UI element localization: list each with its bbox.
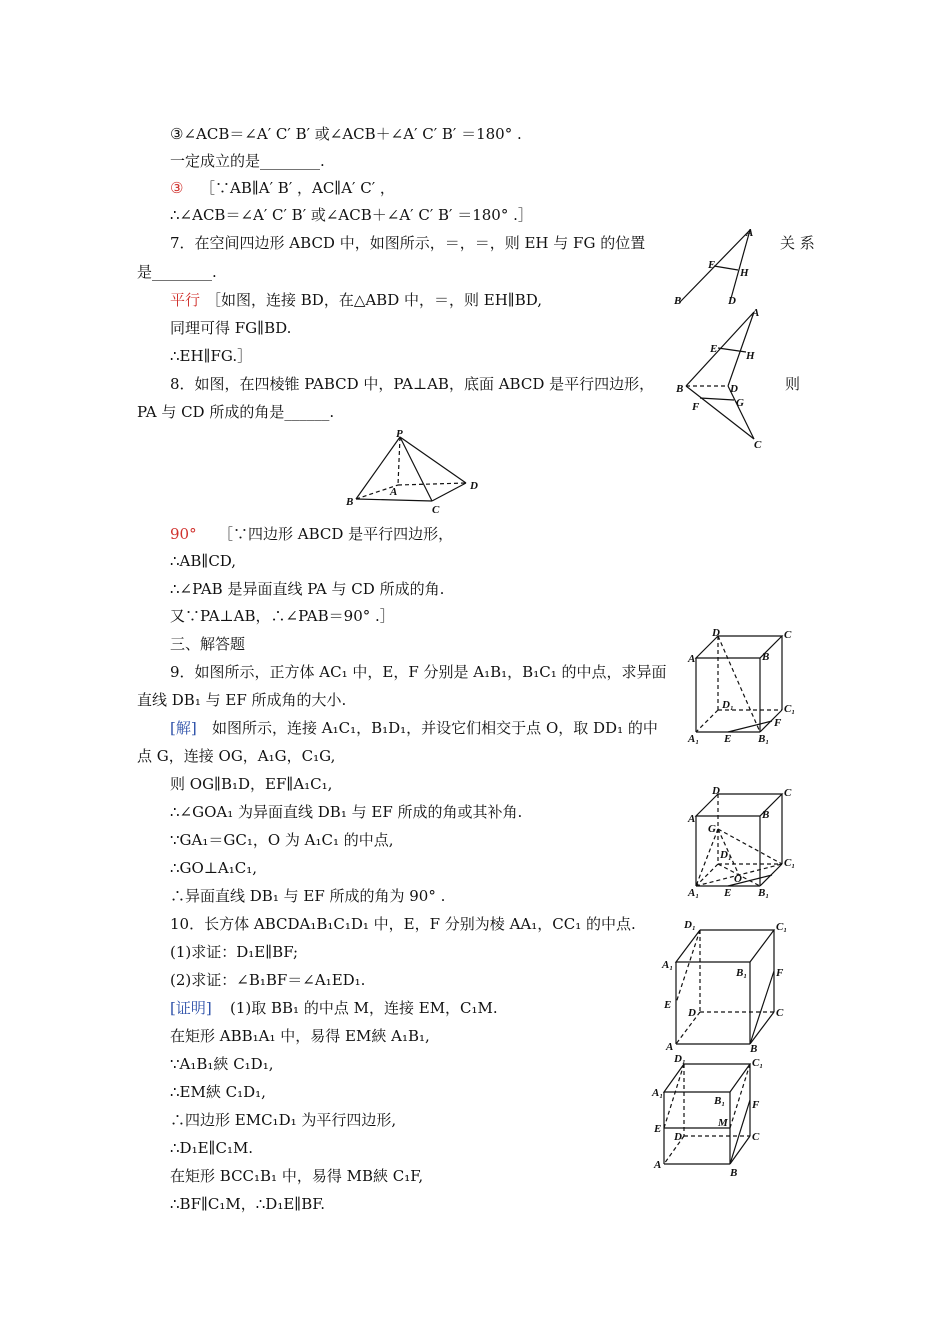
text-line: ［如图，连接 BD，在△ABD 中，＝，则 EH∥BD, [206, 291, 543, 309]
figure-8 [340, 425, 490, 515]
text-line: ③∠ACB＝∠A′ C′ B′ 或∠ACB＋∠A′ C′ B′ ＝180° . [170, 125, 522, 143]
label-d1: D₁ [720, 849, 732, 861]
label-d: D [730, 383, 738, 395]
text-line: ∴GO⊥A₁C₁, [170, 859, 258, 877]
label-c: C [754, 439, 762, 451]
text-line: (1)求证：D₁E∥BF; [170, 943, 299, 961]
answer-mark: 90° [170, 525, 197, 543]
label-a: A [390, 486, 398, 498]
label-a1: A₁ [662, 959, 674, 971]
label-m: M [718, 1117, 728, 1129]
label-a: A [666, 1041, 674, 1052]
section-heading: 三、解答题 [170, 635, 246, 653]
label-h: H [740, 267, 749, 279]
solution-tag: [解] [170, 719, 197, 737]
text-line: ∴∠ACB＝∠A′ C′ B′ 或∠ACB＋∠A′ C′ B′ ＝180° .］ [170, 206, 533, 224]
figure-10a [660, 912, 795, 1052]
label-f: F [692, 401, 700, 413]
text-line: ∴∠PAB 是异面直线 PA 与 CD 所成的角. [170, 580, 445, 598]
label-a: A [654, 1159, 662, 1171]
label-d1: D₁ [722, 699, 734, 711]
text-line: ∴D₁E∥C₁M. [170, 1139, 254, 1157]
text-line: 同理可得 FG∥BD. [170, 319, 292, 337]
label-a1: A₁ [688, 733, 700, 745]
label-f: F [752, 1099, 760, 1111]
text-line: ∴BF∥C₁M，∴D₁E∥BF. [170, 1195, 326, 1213]
text-line: ∴AB∥CD, [170, 552, 237, 570]
label-e: E [724, 733, 732, 745]
text-line: ∴四边形 EMC₁D₁ 为平行四边形, [170, 1111, 397, 1129]
label-e: E [654, 1123, 662, 1135]
label-d1: D₁ [684, 919, 696, 931]
label-a: A [688, 813, 696, 825]
label-b: B [762, 651, 770, 663]
label-a: A [746, 227, 754, 239]
label-b: B [674, 295, 682, 304]
text-line: 则 [785, 375, 801, 393]
text-line: PA 与 CD 所成的角是______. [137, 403, 335, 421]
text-line: (1)取 BB₁ 的中点 M，连接 EM，C₁M. [230, 999, 498, 1017]
label-c1: C₁ [784, 703, 796, 715]
answer-mark: ③ [170, 179, 184, 197]
label-d: D [712, 627, 720, 639]
label-c: C [776, 1007, 784, 1019]
text-line: 在矩形 ABB₁A₁ 中，易得 EM綊 A₁B₁, [170, 1027, 430, 1045]
label-e: E [724, 887, 732, 899]
label-p: P [396, 428, 403, 440]
label-e: E [710, 343, 718, 355]
label-a1: A₁ [688, 887, 700, 899]
label-b1: B₁ [736, 967, 748, 979]
text-line: 又∵PA⊥AB，∴∠PAB＝90° .］ [170, 607, 395, 625]
label-c: C [784, 629, 792, 641]
label-a1: A₁ [652, 1087, 664, 1099]
label-d: D [470, 480, 478, 492]
label-b1: B₁ [758, 887, 770, 899]
label-c: C [752, 1131, 760, 1143]
question-8: 8．如图，在四棱锥 PABCD 中，PA⊥AB，底面 ABCD 是平行四边形， [170, 375, 655, 393]
label-c1: C₁ [752, 1057, 764, 1069]
label-b: B [676, 383, 684, 395]
answer-mark: 平行 [170, 291, 201, 309]
label-b: B [750, 1043, 758, 1052]
label-b1: B₁ [714, 1095, 726, 1107]
text-line: 一定成立的是________. [170, 152, 325, 170]
label-c1: C₁ [776, 921, 788, 933]
text-line: 如图所示，连接 A₁C₁，B₁D₁，并设它们相交于点 O，取 DD₁ 的中 [212, 719, 658, 737]
text-line: 点 G，连接 OG，A₁G，C₁G, [137, 747, 336, 765]
label-e: E [708, 259, 716, 271]
text-line: ∴EH∥FG.］ [170, 347, 253, 365]
figure-9a [686, 626, 806, 746]
text-line: 直线 DB₁ 与 EF 所成角的大小. [137, 691, 347, 709]
question-9: 9．如图所示，正方体 AC₁ 中，E，F 分别是 A₁B₁，B₁C₁ 的中点，求异面 [170, 663, 667, 681]
question-7: 7．在空间四边形 ABCD 中，如图所示，＝，＝，则 EH 与 FG 的位置 [170, 234, 646, 252]
label-e: E [664, 999, 672, 1011]
text-line: ∴EM綊 C₁D₁, [170, 1083, 266, 1101]
label-o: O [734, 873, 742, 885]
question-10: 10．长方体 ABCDA₁B₁C₁D₁ 中，E，F 分别为棱 AA₁，CC₁ 的中点. [170, 915, 636, 933]
label-c: C [432, 504, 440, 515]
figure-7a [672, 222, 772, 304]
text-line: 关 系 [780, 234, 815, 252]
label-f: F [774, 717, 782, 729]
label-f: F [776, 967, 784, 979]
label-b1: B₁ [758, 733, 770, 745]
label-d: D [712, 785, 720, 797]
text-line: 则 OG∥B₁D，EF∥A₁C₁, [170, 775, 333, 793]
label-b: B [762, 809, 770, 821]
label-c1: C₁ [784, 857, 796, 869]
text-line: ∴∠GOA₁ 为异面直线 DB₁ 与 EF 所成的角或其补角. [170, 803, 523, 821]
label-c: C [784, 787, 792, 799]
text-line: ∵GA₁＝GC₁，O 为 A₁C₁ 的中点, [170, 831, 394, 849]
label-a: A [688, 653, 696, 665]
text-line: 在矩形 BCC₁B₁ 中，易得 MB綊 C₁F, [170, 1167, 424, 1185]
text-line: ∴异面直线 DB₁ 与 EF 所成的角为 90° . [170, 887, 446, 905]
figure-9b [686, 784, 806, 899]
label-b: B [346, 496, 354, 508]
label-g: G [708, 823, 716, 835]
text-line: (2)求证：∠B₁BF＝∠A₁ED₁. [170, 971, 366, 989]
label-d1: D₁ [674, 1053, 686, 1065]
label-b: B [730, 1167, 738, 1179]
proof-tag: [证明] [170, 999, 212, 1017]
text-line: 是________. [137, 263, 217, 281]
label-g: G [736, 397, 744, 409]
text-line: ［∵AB∥A′ B′ ，AC∥A′ C′ ， [200, 179, 395, 197]
label-d: D [674, 1131, 682, 1143]
label-d: D [728, 295, 736, 304]
figure-7b [672, 304, 772, 454]
label-d: D [688, 1007, 696, 1019]
label-a: A [752, 307, 760, 319]
figure-10b [650, 1052, 770, 1182]
text-line: ∵A₁B₁綊 C₁D₁, [170, 1055, 274, 1073]
text-line: ［∵四边形 ABCD 是平行四边形， [218, 525, 454, 543]
label-h: H [746, 350, 755, 362]
